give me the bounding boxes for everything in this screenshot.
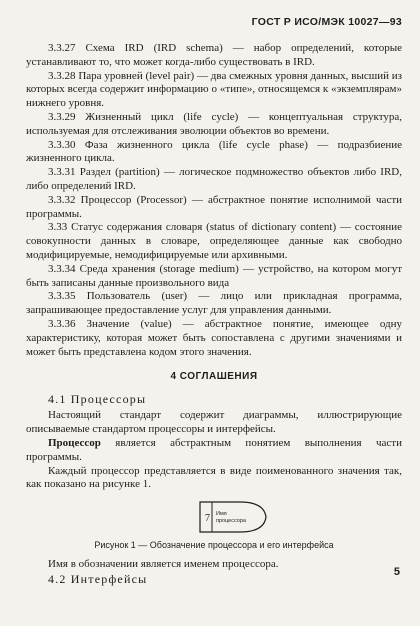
definition-item <box>26 221 402 262</box>
definition-item <box>26 139 402 167</box>
definition-number: 3.3.34 <box>48 262 76 275</box>
processor-term: Процессор <box>48 436 101 449</box>
definition-number: 3.3.36 <box>48 317 76 330</box>
section-title: 4 СОГЛАШЕНИЯ <box>170 371 258 383</box>
processor-definition: является абстрактным понятием выполнения части программы. <box>26 436 402 463</box>
page-number: 5 <box>393 566 400 578</box>
paragraph-diagrams: Настоящий стандарт содержит диаграммы, иллюстрирующие описываемые стандартом процессоры и интерфейсы. <box>26 409 402 436</box>
definition-term: Схема IRD <box>85 42 144 54</box>
definition-text: — два смежных уровня данных, высший из которых всегда содержит информацию о «типе», относящемся к «экземплярам» нижнего уровня. <box>26 69 403 110</box>
page-body <box>26 42 402 589</box>
definition-term: Процессор <box>80 193 132 206</box>
definition-english: (user) <box>161 290 188 303</box>
figure-caption: Рисунок 1 — Обозначение процессора и его интерфейса <box>94 540 334 551</box>
definition-number: 3.33 <box>48 221 68 234</box>
definition-term: Жизненный цикл <box>85 110 174 123</box>
definition-term: Раздел <box>79 166 111 179</box>
definition-text: — устройство, на котором могут быть записаны данные произвольного вида <box>26 262 403 289</box>
definition-item <box>26 166 402 194</box>
definition-item <box>26 111 402 139</box>
definition-term: Среда хранения <box>79 262 156 275</box>
definition-english: (IRD schema) <box>153 42 223 54</box>
definition-english: (level pair) <box>145 69 195 82</box>
figure-inner-text-1: Имя <box>216 511 227 518</box>
paragraph-representation: Каждый процессор представляется в виде поименованного значения так, как показано на рисунке 1. <box>26 464 402 491</box>
figure-processor-symbol <box>26 500 402 536</box>
standard-header: ГОСТ Р ИСО/МЭК 10027—93 <box>251 16 402 28</box>
definition-number: 3.3.31 <box>48 166 76 179</box>
definition-english: (Processor) <box>136 193 187 206</box>
paragraph-processor <box>26 437 402 465</box>
definition-number: 3.3.27 <box>48 42 76 54</box>
figure-box-label: 7 <box>205 513 210 525</box>
definition-text: — состояние совокупности данных в словаре, определяющее данные как свободно модифицируемые, немодифицируемые или архивными. <box>26 221 403 261</box>
definition-term: Пара уровней <box>78 69 143 82</box>
definition-english: (value) <box>140 317 172 330</box>
subsection-processors: 4.1 Процессоры <box>48 392 147 407</box>
definition-number: 3.3.29 <box>48 110 76 123</box>
definition-english: (status of dictionary content) <box>206 221 337 234</box>
definition-text: — набор определений, которые устанавливают то, что может когда-либо существовать в IRD. <box>26 42 402 68</box>
definition-item <box>26 263 402 291</box>
subsection-interfaces: 4.2 Интерфейсы <box>48 571 148 586</box>
definition-term: Пользователь <box>86 290 151 303</box>
definition-number: 3.3.32 <box>48 193 76 206</box>
paragraph-name: Имя в обозначении является именем процессора. <box>48 558 279 571</box>
definition-english: (storage medium) <box>159 262 239 275</box>
definition-item <box>26 194 402 222</box>
definition-text: — концептуальная структура, используемая для отслеживания эволюции объектов во времени. <box>26 110 402 137</box>
definitions-list <box>26 42 402 359</box>
processor-symbol-icon <box>196 500 268 534</box>
definition-term: Фаза жизненного цикла <box>84 138 210 151</box>
definition-text: — лицо или прикладная программа, запрашивающее предоставление услуг для управления данными. <box>26 290 403 317</box>
definition-term: Статус содержания словаря <box>71 221 203 234</box>
definition-number: 3.3.35 <box>48 290 76 303</box>
definition-item <box>26 318 402 359</box>
definition-text: — подразбиение жизненного цикла. <box>26 138 403 165</box>
definition-number: 3.3.28 <box>48 69 76 82</box>
definition-term: Значение <box>86 317 130 330</box>
definition-item <box>26 42 402 70</box>
definition-text: — абстрактное понятие исполнимой части программы. <box>26 193 403 220</box>
definition-item <box>26 70 402 111</box>
definition-english: (life cycle phase) <box>218 138 308 151</box>
definition-item <box>26 290 402 318</box>
definition-number: 3.3.30 <box>48 138 76 151</box>
definition-english: (life cycle) <box>183 110 239 123</box>
definition-english: (partition) <box>115 166 160 179</box>
definition-text: — логическое подмножество объектов либо IRD, либо определений IRD. <box>26 166 402 192</box>
definition-text: — абстрактное понятие, имеющее одну характеристику, которая может быть сопоставлена с другими значениями и может быть представлена кодом этого значения. <box>26 317 402 358</box>
figure-inner-text-2: процессора <box>216 518 246 525</box>
